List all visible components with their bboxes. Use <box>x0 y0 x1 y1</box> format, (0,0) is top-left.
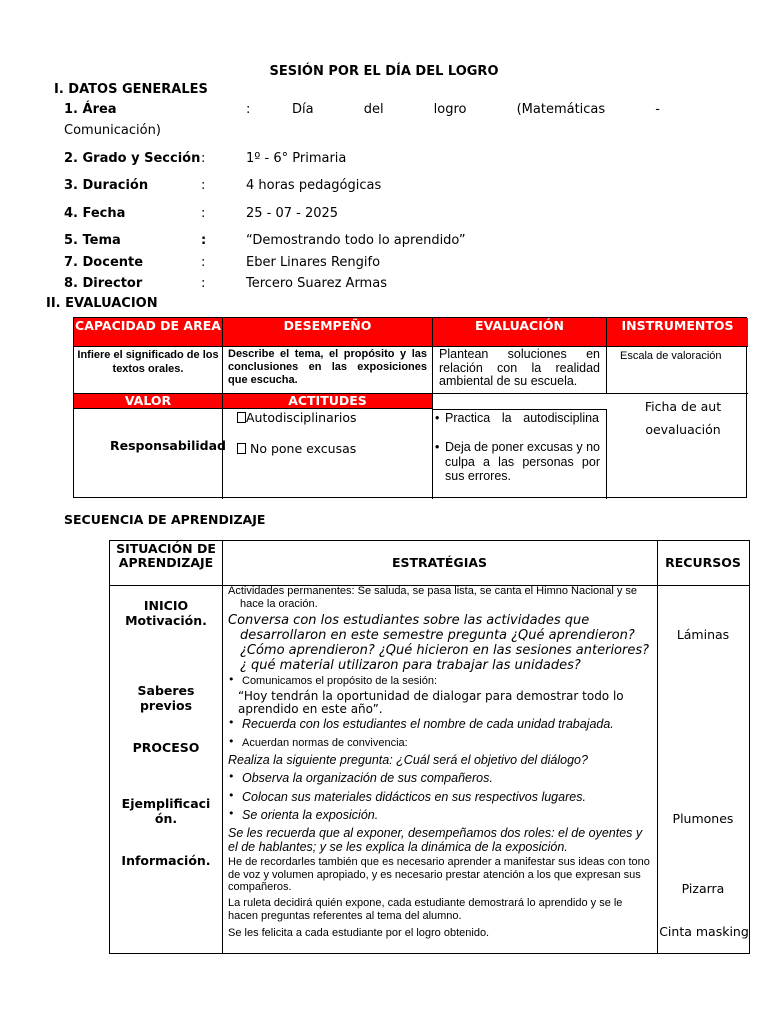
phase-inicio: INICIO Motivación. <box>125 598 207 628</box>
recurso-plumones: Plumones <box>672 811 734 826</box>
header-recursos: RECURSOS <box>665 555 741 570</box>
header-desempeno: DESEMPEÑO <box>223 318 433 347</box>
desempeno-cell: Describe el tema, el propósito y las conclusiones en las exposiciones que escucha. <box>223 347 433 394</box>
recurso-cinta-masking: Cinta masking <box>659 924 749 939</box>
strategy-item: Conversa con los estudiantes sobre las actividades que desarrollaron en este semestre pregunta ¿Qué aprendieron? ¿Cómo aprendieron? ¿Qué hicieron en las sesiones anteriores? ¿ qué material utilizaron para trabajar las unidades? <box>228 613 650 673</box>
area-colon: : <box>246 102 251 117</box>
area-label: 1. Área <box>64 102 117 117</box>
bullet-icon: • <box>228 735 235 748</box>
evidencias-cell <box>433 409 607 499</box>
strategy-item: Actividades permanentes: Se saluda, se pasa lista, se canta el Himno Nacional y se hace la oración. <box>228 585 638 610</box>
area-word: - <box>655 102 660 117</box>
secuencia-heading: SECUENCIA DE APRENDIZAJE <box>64 512 266 527</box>
docente-colon: : <box>201 255 206 270</box>
phase-informacion: Información. <box>121 853 211 868</box>
strategy-item: Se orienta la exposición. <box>242 808 379 822</box>
phase-ejemplificacion: Ejemplificación. <box>121 796 211 826</box>
bullet-icon: • <box>228 789 235 802</box>
header-capacidad: CAPACIDAD DE AREA <box>74 318 223 347</box>
evaluation-table <box>73 317 747 498</box>
area-word: logro <box>433 102 467 117</box>
strategy-item: Se les recuerda que al exponer, desempeñamos dos roles: el de oyentes y el de hablantes; y se les explica la dinámica de la exposición. <box>228 826 643 854</box>
bullet-icon: • <box>228 807 235 820</box>
checkbox-icon <box>237 412 246 423</box>
area-word: (Matemáticas <box>516 102 606 117</box>
director-colon: : <box>201 276 206 291</box>
bullet-icon: • <box>228 716 235 729</box>
grado-label: 2. Grado y Sección <box>64 151 201 166</box>
director-label: 8. Director <box>64 276 143 291</box>
page-title: SESIÓN POR EL DÍA DEL LOGRO <box>269 64 499 79</box>
actitud-item: Autodisciplinarios <box>237 410 357 425</box>
valor-cell <box>74 409 226 499</box>
strategy-item: La ruleta decidirá quién expone, cada estudiante demostrará lo aprendido y se le hacen preguntas referentes al tema del alumno. <box>228 897 623 922</box>
area-value <box>292 102 660 117</box>
header-situacion: SITUACIÓN DE APRENDIZAJE <box>116 541 216 570</box>
secuencia-table <box>109 540 750 954</box>
instrumento2-cell <box>607 394 748 499</box>
phase-saberes: Saberes previos <box>137 683 195 713</box>
grado-value: 1º - 6° Primaria <box>246 151 347 166</box>
strategy-item: Se les felicita a cada estudiante por el logro obtenido. <box>228 927 490 939</box>
strategy-item: Recuerda con los estudiantes el nombre de cada unidad trabajada. <box>242 717 614 731</box>
header-actitudes: ACTITUDES <box>223 394 433 409</box>
header-valor: VALOR <box>74 394 223 409</box>
area-word: Día <box>292 102 314 117</box>
fecha-value: 25 - 07 - 2025 <box>246 206 339 221</box>
duracion-colon: : <box>201 178 206 193</box>
docente-label: 7. Docente <box>64 255 144 270</box>
header-evaluacion: EVALUACIÓN <box>433 318 607 347</box>
strategy-item: Realiza la siguiente pregunta: ¿Cuál será el objetivo del diálogo? <box>228 753 588 767</box>
duracion-value: 4 horas pedagógicas <box>246 178 382 193</box>
strategy-item: “Hoy tendrán la oportunidad de dialogar para demostrar todo lo aprendido en este año”. <box>238 689 624 716</box>
header-estrategias: ESTRATÉGIAS <box>391 555 488 570</box>
instrumento2-text: Ficha de autoevaluación <box>644 399 722 437</box>
grado-colon: : <box>201 151 206 166</box>
fecha-colon: : <box>201 206 206 221</box>
bullet-icon: • <box>228 770 235 783</box>
strategy-item: He de recordarles también que es necesario aprender a manifestar sus ideas con tono de voz y volumen apropiado, y es necesario prestar atención a los que expresan sus compañeros. <box>228 856 650 893</box>
evidencia-item: Deja de poner excusas y no culpa a las personas por sus errores. <box>445 440 600 483</box>
evaluacion-cell: Plantean soluciones en relación con la realidad ambiental de su escuela. <box>433 347 607 394</box>
tema-colon: : <box>201 233 207 248</box>
docente-value: Eber Linares Rengifo <box>246 255 381 270</box>
bullet-icon: • <box>435 411 440 425</box>
area-word: del <box>363 102 384 117</box>
tema-value: “Demostrando todo lo aprendido” <box>246 233 466 248</box>
strategy-item: Acuerdan normas de convivencia: <box>242 737 408 749</box>
bullet-icon: • <box>435 440 440 454</box>
strategy-item: Observa la organización de sus compañeros. <box>242 771 493 785</box>
recurso-laminas: Láminas <box>676 627 730 642</box>
header-instrumentos: INSTRUMENTOS <box>607 318 748 347</box>
valor-text: Responsabilidad <box>110 438 226 453</box>
checkbox-icon <box>237 443 246 454</box>
instrumento-cell: Escala de valoración <box>607 347 748 394</box>
actitudes-cell <box>223 409 433 499</box>
section-evaluacion: II. EVALUACION <box>46 296 158 311</box>
evidencia-item: Practica la autodisciplina <box>445 411 599 425</box>
section-datos-generales: I. DATOS GENERALES <box>54 82 208 97</box>
duracion-label: 3. Duración <box>64 178 149 193</box>
actitud-item: No pone excusas <box>237 441 356 456</box>
director-value: Tercero Suarez Armas <box>246 276 387 291</box>
capacidad-cell: Infiere el significado de los textos orales. <box>74 347 223 394</box>
phase-proceso: PROCESO <box>132 740 200 755</box>
area-value-continued: Comunicación) <box>64 123 161 138</box>
recurso-pizarra: Pizarra <box>681 881 725 896</box>
bullet-icon: • <box>228 673 235 686</box>
fecha-label: 4. Fecha <box>64 206 126 221</box>
strategy-item: Comunicamos el propósito de la sesión: <box>242 675 438 687</box>
strategy-item: Colocan sus materiales didácticos en sus respectivos lugares. <box>242 790 586 804</box>
tema-label: 5. Tema <box>64 233 121 248</box>
